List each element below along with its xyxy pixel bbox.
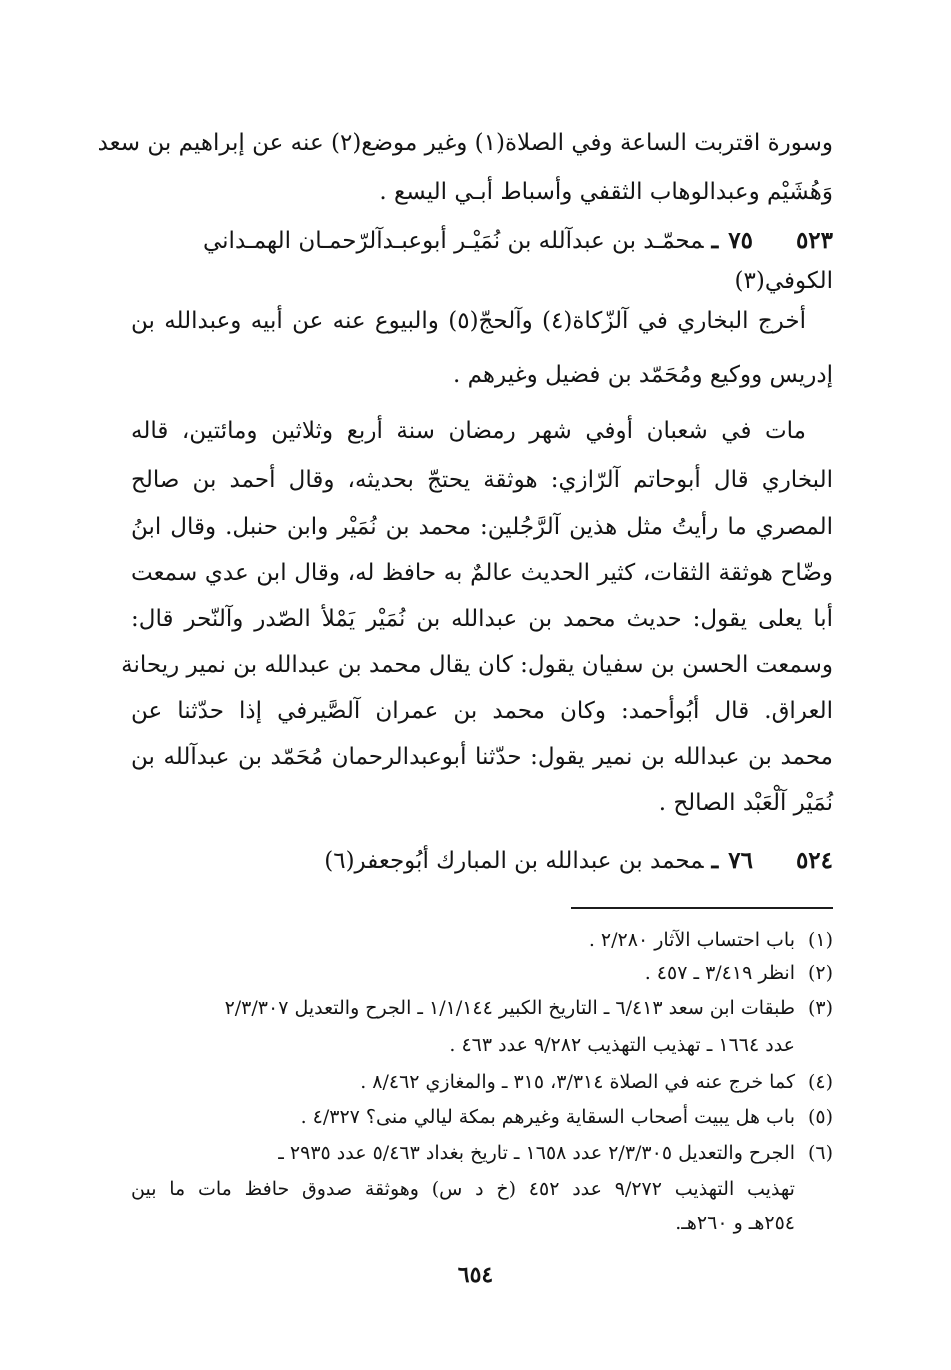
footnote-1	[131, 925, 833, 955]
footnote-2	[131, 958, 833, 988]
paragraph-2-line-2: البخاري قال أبوحاتم آلرّازي: هوثقة يحتجّ بحديثه، وقال أحمد بن صالح	[131, 467, 833, 493]
paragraph-2-line-3: المصري ما رأيتُ مثل هذين آلرَّجُلين: محمد بن نُمَيْر وابن حنبل. وقال ابنُ	[131, 514, 833, 540]
footnote-6-text-line-1: الجرح والتعديل ٢/٣/٣٠٥ عدد ١٦٥٨ ـ تاريخ بغداد ٥/٤٦٣ عدد ٢٩٣٥ ـ	[278, 1142, 795, 1164]
paragraph-2-line-5: أبا يعلى يقول: حديث محمد بن عبدالله بن نُمَيْر يَمْلأ الصّدر وآلنّحر قال:	[131, 606, 833, 632]
entry-524-dash: ـ	[711, 847, 719, 874]
footnote-6-number: (٦)	[807, 1142, 833, 1164]
entry-524-heading	[131, 844, 833, 878]
paragraph-2-line-6: وسمعت الحسن بن سفيان يقول: كان يقال محمد بن عبدالله بن نمير ريحانة	[121, 652, 833, 678]
paragraph-1-line-2: إدريس ووكيع ومُحَمّد بن فضيل وغيرهم .	[452, 362, 833, 388]
footnote-5-number: (٥)	[807, 1106, 833, 1128]
footnote-5	[131, 1102, 833, 1132]
paragraph-2-line-1: مات في شعبان أوفي شهر رمضان سنة أربع وثلاثين ومائتين، قاله	[131, 418, 806, 444]
entry-523-name-continued: الكوفي(٣)	[734, 268, 833, 294]
footnote-4-number: (٤)	[807, 1071, 833, 1093]
entry-523-dash: ـ	[711, 227, 719, 254]
paragraph-2-line-9: نُمَيْر آلْعَبْد الصالح .	[658, 790, 833, 816]
footnote-3-text-line-1: طبقات ابن سعد ٦/٤١٣ ـ التاريخ الكبير ١/١/١٤٤ ـ الجرح والتعديل ٢/٣/٣٠٧	[224, 997, 795, 1019]
body-line-1: وسورة اقتربت الساعة وفي الصلاة(١) وغير موضع(٢) عنه عن إبراهيم بن سعد	[97, 130, 833, 156]
entry-524-subnumber: ٧٦	[728, 847, 753, 874]
footnote-3	[131, 993, 833, 1023]
paragraph-2-line-8: محمد بن عبدالله بن نمير يقول: حدّثنا أبوعبدالرحمان مُحَمّد بن عبدآلله بن	[131, 744, 833, 770]
entry-524-name: محمد بن عبدالله بن المبارك أبُوجعفر(٦)	[324, 848, 704, 874]
footnote-5-text: باب هل يبيت أصحاب السقاية وغيرهم بمكة ليالي منى؟ ٤/٣٢٧ .	[300, 1106, 795, 1128]
entry-523-heading	[131, 224, 833, 258]
footnote-2-text: انظر ٣/٤١٩ ـ ٤٥٧ .	[644, 962, 795, 984]
paragraph-2-line-7: العراق. قال أبُوأحمد: وكان محمد بن عمران آلصَّيرفي إذا حدّثنا عن	[131, 698, 833, 724]
body-line-2: وَهُشَيْم وعبدالوهاب الثقفي وأسباط أبـي اليسع .	[379, 179, 833, 205]
footnote-2-number: (٢)	[807, 962, 833, 984]
entry-523-name: محمّـد بن عبدآلله بن نُمَيْـر أبوعبـدآلرّحمـان الهمـداني	[202, 228, 704, 254]
footnote-1-number: (١)	[807, 929, 833, 951]
footnote-1-text: باب احتساب الآثار ٢/٢٨٠ .	[588, 929, 795, 951]
paragraph-1-line-1: أخرج البخاري في آلزّكاة(٤) وآلحجّ(٥) والبيوع عنه عن أبيه وعبدالله بن	[131, 308, 806, 334]
paragraph-2-line-4: وضّاح هوثقة الثقات، كثير الحديث عالمٌ به حافظ له، وقال ابن عدي سمعت	[131, 560, 833, 586]
footnote-6-line-2: تهذيب التهذيب ٩/٢٧٢ عدد ٤٥٢ (خ د س) وهوثقة صدوق حافظ مات ما بين	[131, 1178, 795, 1200]
footnote-6-line-3: ٢٥٤هـ و ٢٦٠هـ.	[675, 1212, 795, 1234]
entry-524-number: ٥٢٤	[795, 847, 833, 874]
footnote-3-number: (٣)	[807, 997, 833, 1019]
footnote-6	[131, 1138, 833, 1168]
footnote-separator	[571, 907, 833, 909]
footnote-4	[131, 1067, 833, 1097]
footnote-3-continued: عدد ١٦٦٤ ـ تهذيب التهذيب ٩/٢٨٢ عدد ٤٦٣ .	[449, 1034, 795, 1056]
page-number: ٦٥٤	[457, 1262, 494, 1288]
footnote-4-text: كما خرج عنه في الصلاة ٣/٣١٤، ٣١٥ ـ والمغازي ٨/٤٦٢ .	[360, 1071, 795, 1093]
entry-523-subnumber: ٧٥	[728, 227, 753, 254]
entry-523-number: ٥٢٣	[795, 227, 833, 254]
